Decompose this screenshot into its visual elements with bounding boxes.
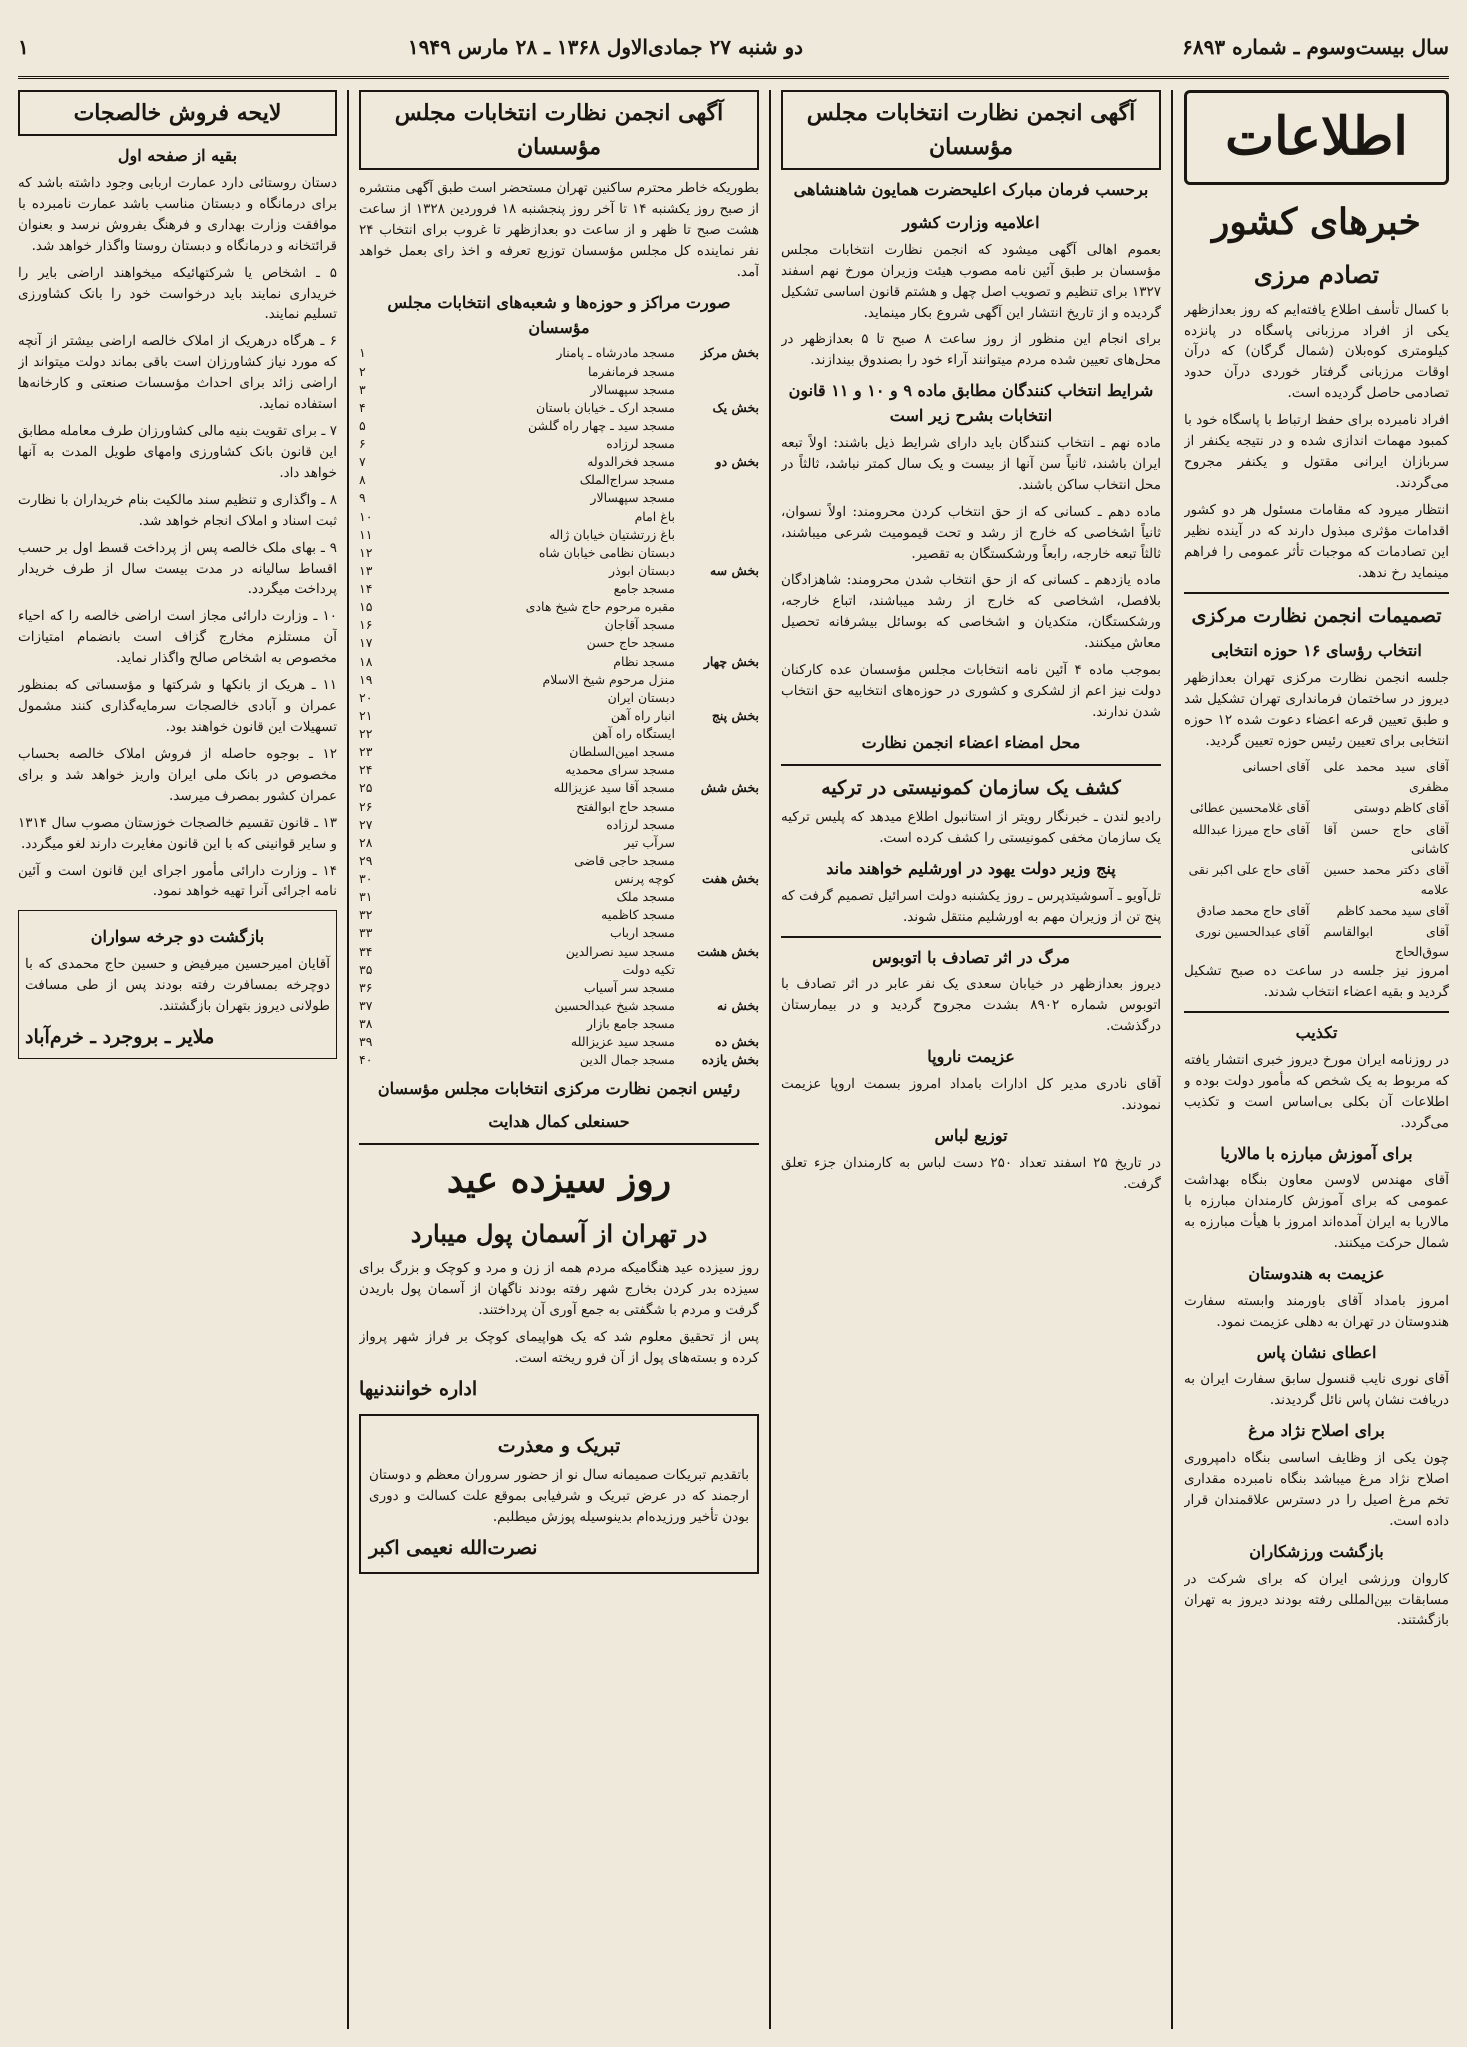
row-district: بخش نه xyxy=(716,997,759,1013)
row-place: کوچه پرنس xyxy=(614,871,675,887)
story-subtitle: انتخاب رؤسای ۱۶ حوزه انتخابی xyxy=(1211,641,1422,660)
story-body: دیروز بعدازظهر در خیابان سعدی یک نفر عابر در اثر تصادف با اتوبوس شماره ۸۹۰۲ بشدت مجروح گردید و در بیمارستان درگذشت. xyxy=(781,976,1161,1035)
story-title: مرگ در اثر تصادف با اتوبوس xyxy=(872,947,1070,967)
article-subtitle: بقیه از صفحه اول xyxy=(117,146,238,166)
row-district xyxy=(681,725,759,743)
table-row xyxy=(359,634,759,652)
article-body: ۸ ـ واگذاری و تنظیم سند مالکیت بنام خریداران با نظارت ثبت اسناد و املاک انجام خواهد شد. xyxy=(18,491,337,529)
feature-subtitle: در تهران از آسمان پول میبارد xyxy=(410,1218,708,1248)
column-polling-list xyxy=(359,90,759,2029)
article-body: ۱۰ ـ وزارت دارائی مجاز است اراضی خالصه را که احیاء آن مستلزم مخارج گزاف است بانضمام امتیازات مخصوص به اشخاص صالح واگذار نماید. xyxy=(18,608,337,667)
story-body: آقای مهندس لاوسن معاون بنگاه بهداشت عمومی که برای آموزش کارمندان مبارزه با مالاریا به ایران آمده‌اند امروز با هیأت مبارزه به شمال حرکت میکنند. xyxy=(1184,1172,1449,1252)
row-place: مسجد لرزاده xyxy=(606,816,675,832)
polling-stations-list xyxy=(359,344,759,1069)
story-body: جلسه انجمن نظارت مرکزی تهران بعدازظهر دیروز در ساختمان فرمانداری تهران تشکیل شد و طبق تعیین قرعه اعضاء دعوت شده ۱۲ حوزه انتخابی برای تعیین رئیس حوزه تعیین گردید. xyxy=(1184,669,1449,749)
row-district xyxy=(681,924,759,942)
list-item: آقای غلامحسین عطائی xyxy=(1189,800,1310,816)
notice-body: ماده دهم ـ کسانی که از حق انتخاب کردن محرومند: اولاً نسوان، ثانیاً اشخاصی که خارج از رشد و تحت قیمومیت شرعی میباشند، ثالثاً تبعه خارجه، رابعاً ورشکستگان به تقصیر. xyxy=(781,503,1161,562)
row-number: ۳۱ xyxy=(359,889,373,905)
row-place: مسجد آقا سید عزیزالله xyxy=(553,780,675,796)
row-place: دبستان نظامی خیابان شاه xyxy=(538,544,675,560)
article-body: ۵ ـ اشخاص یا شرکتهائیکه میخواهند اراضی بایر را خریداری نمایند باید درخواست خود را بانک کشاورزی تسلیم نمایند. xyxy=(18,264,337,323)
story-body: کاروان ورزشی ایران که برای شرکت در مسابقات بین‌المللی رفته بودند دیروز به تهران بازگشتند. xyxy=(1184,1570,1449,1629)
row-place: مسجد سراج‌الملک xyxy=(579,472,675,488)
column-election-notice xyxy=(781,90,1161,2029)
notice-subtitle: برحسب فرمان مبارک اعلیحضرت همایون شاهنشاهی xyxy=(793,180,1149,200)
row-district: بخش دو xyxy=(715,454,759,470)
column-land-sale xyxy=(18,90,337,2029)
row-district xyxy=(681,489,759,507)
list-item: آقای عبدالحسین نوری xyxy=(1195,924,1310,940)
row-district: بخش سه xyxy=(709,562,759,578)
row-district: بخش یازده xyxy=(701,1052,759,1068)
row-number: ۲۰ xyxy=(359,689,373,705)
row-district xyxy=(681,580,759,598)
list-item: آقای ابوالقاسم سوق‌الحاج xyxy=(1323,924,1449,959)
row-number: ۲۳ xyxy=(359,744,373,760)
table-row xyxy=(359,417,759,435)
table-row xyxy=(359,489,759,507)
column-news xyxy=(1184,90,1449,2029)
row-place: مسجد فخرالدوله xyxy=(587,454,675,470)
row-place: دبستان ایران xyxy=(607,689,675,705)
row-number: ۳۵ xyxy=(359,961,373,977)
row-district xyxy=(681,816,759,834)
newspaper-logo: اطلاعات xyxy=(1184,90,1449,185)
row-number: ۱۱ xyxy=(359,526,373,542)
table-row xyxy=(359,580,759,598)
row-place: مسجد لرزاده xyxy=(606,436,675,452)
story-title: اعطای نشان پاس xyxy=(1256,1342,1377,1362)
row-number: ۹ xyxy=(359,490,366,506)
list-item: آقای احسانی xyxy=(1242,759,1310,775)
divider xyxy=(1184,592,1449,594)
row-district xyxy=(681,961,759,979)
list-item: آقای حاج حسن آقا کاشانی xyxy=(1323,821,1449,856)
table-row xyxy=(359,399,759,417)
row-place: مسجد سید نصرالدین xyxy=(565,943,675,959)
table-row xyxy=(359,852,759,870)
row-place: انبار راه آهن xyxy=(610,707,675,723)
table-row xyxy=(359,924,759,942)
table-row xyxy=(359,344,759,362)
table-row xyxy=(359,653,759,671)
table-row xyxy=(359,834,759,852)
row-district xyxy=(681,888,759,906)
table-row xyxy=(359,671,759,689)
table-row xyxy=(359,544,759,562)
table-row xyxy=(359,888,759,906)
table-row xyxy=(359,761,759,779)
story-title: بازگشت ورزشکاران xyxy=(1249,1541,1384,1561)
story-title: برای اصلاح نژاد مرغ xyxy=(1248,1421,1385,1441)
row-district xyxy=(681,417,759,435)
row-district xyxy=(681,508,759,526)
row-district xyxy=(681,743,759,761)
row-number: ۱۸ xyxy=(359,653,373,669)
notice-signature: رئیس انجمن نظارت مرکزی انتخابات مجلس مؤسسان xyxy=(377,1079,741,1099)
row-district xyxy=(681,798,759,816)
table-row xyxy=(359,743,759,761)
row-number: ۱۲ xyxy=(359,544,373,560)
row-number: ۱۵ xyxy=(359,599,373,615)
notice-body: ماده یازدهم ـ کسانی که از حق انتخاب شدن محرومند: شاهزادگان بلافصل، اشخاصی که خارج از رشد میباشند، اتباع خارجه، ورشکستگان، متکدیان و اشخاصی که بوسائل بیشرفانه تحصیل معاش میکنند. xyxy=(781,572,1161,652)
feature-body: روز سیزده عید هنگامیکه مردم همه از زن و مرد و کوچک و بزرگ برای سیزده بدر کردن بخارج شهر رفته بودند ناگهان از آسمان پول باریدن گرفت و مردم با شگفتی به جمع آوری آن پرداختند. xyxy=(359,1259,759,1318)
row-district xyxy=(681,852,759,870)
row-district xyxy=(681,906,759,924)
row-place: مسجد ارک ـ خیابان باستان xyxy=(535,399,675,415)
row-district: بخش یک xyxy=(712,399,759,415)
story-title: تصادم مرزی xyxy=(1253,260,1380,290)
row-place: مسجد حاج ابوالفتح xyxy=(576,798,675,814)
story-title: برای آموزش مبارزه با مالاریا xyxy=(1220,1143,1413,1163)
table-row xyxy=(359,961,759,979)
row-district: بخش شش xyxy=(700,780,759,796)
table-row xyxy=(359,526,759,544)
story-title: عزیمت ناروپا xyxy=(927,1047,1015,1067)
table-row xyxy=(359,689,759,707)
row-district: بخش پنج xyxy=(711,707,759,723)
table-row xyxy=(359,997,759,1015)
row-place: مسجد نظام xyxy=(613,653,675,669)
row-district xyxy=(681,689,759,707)
divider xyxy=(359,1143,759,1145)
list-item: آقای سید محمد علی مظفری xyxy=(1323,759,1449,794)
story-title: توزیع لباس xyxy=(934,1125,1008,1145)
newspaper-page xyxy=(18,18,1449,2029)
row-number: ۲۸ xyxy=(359,834,373,850)
cyclists-return-box xyxy=(18,910,337,1059)
table-row xyxy=(359,707,759,725)
row-number: ۲۲ xyxy=(359,726,373,742)
divider xyxy=(781,936,1161,938)
notice-subtitle: اعلامیه وزارت کشور xyxy=(902,212,1040,232)
table-row xyxy=(359,725,759,743)
article-body: ۷ ـ برای تقویت بنیه مالی کشاورزان طرف معامله مطابق این قانون بانک کشاورزی وامهای طویل المدت به آنها خواهد داد. xyxy=(18,423,337,481)
story-body: رادیو لندن ـ خبرنگار رویتر از استانبول اطلاع میدهد که پلیس ترکیه یک سازمان مخفی کمونیستی را کشف کرده است. xyxy=(781,809,1161,847)
row-number: ۲ xyxy=(359,363,366,379)
story-body: افراد نامبرده برای حفظ ارتباط با پاسگاه خود با کمبود مهمات اندازی شده و در نتیجه یکنفر از سربازان ایرانی مقتول و یکنفر مجروح می‌گردند. xyxy=(1184,412,1449,491)
article-body: ۱۱ ـ هریک از بانکها و شرکتها و مؤسساتی که بمنظور عمران و آبادی خالصجات سرمایه‌گذاری کنند مشمول تسهیلات این قانون خواهند بود. xyxy=(18,677,337,736)
names-list xyxy=(1184,757,1449,961)
row-number: ۳۰ xyxy=(359,871,373,887)
row-place: مسجد سرای محمدیه xyxy=(565,762,675,778)
table-row xyxy=(359,779,759,797)
table-row xyxy=(359,816,759,834)
row-number: ۷ xyxy=(359,454,366,470)
notice-body: باتقدیم تبریکات صمیمانه سال نو از حضور سروران معظم و دوستان ارجمند که در عرض تبریک و شرفیابی بموقع علت کسالت و دوری بودن تأخیر ورزیده‌ام بدینوسیله پوزش میطلبم. xyxy=(369,1467,749,1526)
table-row xyxy=(359,381,759,399)
row-district xyxy=(681,761,759,779)
row-place: مسجد سید عزیزالله xyxy=(570,1034,675,1050)
row-number: ۳۴ xyxy=(359,943,373,959)
table-row xyxy=(359,562,759,580)
row-district xyxy=(681,471,759,489)
story-signature: ملایر ـ بروجرد ـ خرم‌آباد xyxy=(25,1025,215,1048)
row-place: مسجد سر آسیاب xyxy=(583,979,675,995)
row-district xyxy=(681,598,759,616)
row-district xyxy=(681,616,759,634)
story-title: بازگشت دو جرخه سواران xyxy=(90,927,265,947)
congratulation-notice xyxy=(359,1414,759,1574)
row-place: مسجد حاجی قاضی xyxy=(574,852,675,868)
row-number: ۸ xyxy=(359,472,366,488)
row-place: مسجد مادرشاه ـ پامنار xyxy=(556,345,675,361)
story-body: با کسال تأسف اطلاع یافته‌ایم که روز بعدازظهر یکی از افراد مرزبانی پاسگاه در پانزده کیلومتری کوه‌بلان (شمال گرگان) که درآن اوقات مرزبانی گرفتار خوردی درآن حدود تصادمی حاصل گردیده است. xyxy=(1184,301,1449,402)
row-number: ۲۷ xyxy=(359,816,373,832)
row-place: مقبره مرحوم حاج شیخ هادی xyxy=(525,599,675,615)
story-title: عزیمت به هندوستان xyxy=(1248,1264,1385,1284)
row-number: ۶ xyxy=(359,436,366,452)
row-place: دبستان ابوذر xyxy=(609,562,675,578)
issue-number: سال بیست‌وسوم ـ شماره ۶۸۹۳ xyxy=(1182,35,1449,59)
row-place: منزل مرحوم شیخ الاسلام xyxy=(542,671,675,687)
row-place: مسجد ملک xyxy=(616,889,675,905)
article-body: دستان روستائی دارد عمارت اربابی وجود داشته باشد که برای درمانگاه و دبستان مناسب باشد عمارت نامبرده با موافقت وزارت بهداری و فرهنگ بفروش نرسد و بعنوان قرائتخانه و درمانگاه و دبستان روستا واگذار خواهد شد. xyxy=(18,174,337,254)
row-number: ۲۶ xyxy=(359,798,373,814)
row-district xyxy=(681,671,759,689)
row-number: ۲۱ xyxy=(359,707,373,723)
story-body: تل‌آویو ـ آسوشیتدپرس ـ روز یکشنبه دولت اسرائیل تصمیم گرفت که پنج تن از وزیران مهم به اورشلیم منتقل شوند. xyxy=(781,887,1161,925)
row-district xyxy=(681,381,759,399)
article-body: ۹ ـ بهای ملک خالصه پس از پرداخت قسط اول بر حسب اقساط سالیانه در مدت بیست سال از طرف خریدار پرداخت میگردد. xyxy=(18,539,337,598)
story-body: امروز بامداد آقای باورمند وابسته سفارت هندوستان در تهران به دهلی عزیمت نمود. xyxy=(1184,1292,1449,1330)
table-row xyxy=(359,943,759,961)
article-body: ۱۳ ـ قانون تقسیم خالصجات خوزستان مصوب سال ۱۳۱۴ و سایر قوانینی که با این قانون مغایرت دارند لغو میگردد. xyxy=(18,814,337,852)
list-item: آقای حاج علی اکبر نقی xyxy=(1188,862,1310,878)
notice-body: بطوریکه خاطر محترم ساکنین تهران مستحضر است طبق آگهی منتشره از صبح روز یکشنبه ۱۴ تا آخر روز پنجشنبه ۱۸ فروردین ۱۳۲۸ از ساعت هشت صبح تا ظهر و از ساعت دو بعدازظهر تا غروب برای انتخاب ۲۴ نفر نماینده کل مجلس مؤسسان توزیع تعرفه و اخذ رای بعمل خواهد آمد. xyxy=(359,180,759,280)
notice-title: تبریک و معذرت xyxy=(497,1435,621,1458)
row-place: باغ زرتشتیان خیابان ژاله xyxy=(549,526,675,542)
row-place: مسجد سپهسالار xyxy=(590,381,675,397)
table-row xyxy=(359,508,759,526)
table-row xyxy=(359,1033,759,1051)
row-number: ۲۹ xyxy=(359,852,373,868)
story-body: آقای نادری مدیر کل ادارات بامداد امروز بسمت اروپا عزیمت نمودند. xyxy=(781,1075,1161,1113)
notice-body: بعموم اهالی آگهی میشود که انجمن نظارت انتخابات مجلس مؤسسان بر طبق آئین نامه مصوب هیئت وزیران مورخ نهم اسفند ۱۳۲۷ برای تنظیم و تصویب اصل چهل و هشتم قانون اساسی تشکیل گردیده و از تاریخ انتشار این آگهی شروع بکار مینماید. xyxy=(781,241,1161,321)
row-place: ایستگاه راه آهن xyxy=(592,726,675,742)
row-district: بخش مرکز xyxy=(700,345,759,361)
story-title: کشف یک سازمان کمونیستی در ترکیه xyxy=(821,776,1121,799)
row-district xyxy=(681,526,759,544)
row-place: مسجد جامع بازار xyxy=(586,1016,675,1032)
notice-body: برای انجام این منظور از روز ساعت ۸ صبح تا ۵ بعدازظهر در محل‌های تعیین شده مردم میتوانند آراء خود را بصندوق بیندازند. xyxy=(781,331,1161,369)
list-item: آقای حاج محمد صادق xyxy=(1196,903,1310,919)
row-number: ۳۳ xyxy=(359,925,373,941)
table-row xyxy=(359,453,759,471)
story-body: آقایان امیرحسین میرفیض و حسین حاج محمدی که با دوچرخه بمسافرت رفته بودند پس از طی مسافت طولانی دیروز بتهران بازگشتند. xyxy=(25,956,330,1015)
section-headline: خبرهای کشور xyxy=(1212,200,1421,243)
story-body: چون یکی از وظایف اساسی بنگاه دامپروری اصلاح نژاد مرغ میباشد بنگاه نامبرده مقداری تخم مرغ اصیل را در دسترس علاقمندان قرار داده است. xyxy=(1184,1450,1449,1529)
row-district: بخش هشت xyxy=(697,943,759,959)
notice-subtitle: شرایط انتخاب کنندگان مطابق ماده ۹ و ۱۰ و ۱۱ قانون انتخابات بشرح زیر است xyxy=(788,381,1154,426)
column-divider xyxy=(769,90,771,2029)
row-place: مسجد فرمانفرما xyxy=(587,363,675,379)
column-divider xyxy=(1171,90,1173,2029)
row-place: مسجد ارباب xyxy=(609,925,675,941)
issue-date: دو شنبه ۲۷ جمادی‌الاول ۱۳۶۸ ـ ۲۸ مارس ۱۹۴۹ xyxy=(407,35,804,59)
table-row xyxy=(359,870,759,888)
notice-subtitle: صورت مراکز و حوزه‌ها و شعبه‌های انتخابات مجلس مؤسسان xyxy=(387,292,731,337)
row-number: ۳۶ xyxy=(359,979,373,995)
row-number: ۵ xyxy=(359,417,366,433)
row-number: ۱۴ xyxy=(359,581,373,597)
notice-title: آگهی انجمن نظارت انتخابات مجلس مؤسسان xyxy=(359,90,759,170)
table-row xyxy=(359,471,759,489)
row-district: بخش چهار xyxy=(703,653,759,669)
row-number: ۱۹ xyxy=(359,671,373,687)
row-number: ۱ xyxy=(359,345,366,361)
row-place: مسجد حاج حسن xyxy=(586,635,675,651)
row-district: بخش ده xyxy=(715,1034,759,1050)
row-place: مسجد شیخ عبدالحسین xyxy=(554,997,675,1013)
story-body: در روزنامه ایران مورخ دیروز خبری انتشار یافته که مربوط به یک شخص که مأمور دولت بوده و اطلاعات آن بکلی بی‌اساس است و تکذیب می‌گردد. xyxy=(1184,1051,1449,1131)
list-item: آقای سید محمد کاظم xyxy=(1336,903,1449,919)
notice-body: ماده نهم ـ انتخاب کنندگان باید دارای شرایط ذیل باشند: اولاً تبعه ایران باشند، ثانیاً سن آنها از بیست و یک سال کمتر نباشد، ثالثاً در محل انتخاب ساکن باشند. xyxy=(781,434,1161,493)
feature-body: پس از تحقیق معلوم شد که یک هواپیمای کوچک بر فراز شهر پرواز کرده و بسته‌های پول از آن فرو ریخته است. xyxy=(359,1328,759,1366)
story-title: تکذیب xyxy=(1295,1023,1338,1043)
row-number: ۲۴ xyxy=(359,762,373,778)
row-number: ۲۵ xyxy=(359,780,373,796)
story-body: امروز نیز جلسه در ساعت ده صبح تشکیل گردید و بقیه اعضاء انتخاب شدند. xyxy=(1184,963,1449,1001)
row-number: ۳۸ xyxy=(359,1016,373,1032)
feature-signature: اداره خوانندنیها xyxy=(359,1377,478,1400)
table-row xyxy=(359,906,759,924)
notice-body: بموجب ماده ۴ آئین نامه انتخابات مجلس مؤسسان عده کارکنان دولت نیز اعم از لشکری و کشوری در حوزه‌های انتخابیه حق انتخاب شدن ندارند. xyxy=(781,662,1161,720)
table-row xyxy=(359,363,759,381)
story-title: تصمیمات انجمن نظارت مرکزی xyxy=(1191,604,1442,627)
article-body: ۱۲ ـ بوجوه حاصله از فروش املاک خالصه بحساب مخصوص در بانک ملی ایران واریز خواهد شد و برای عمران کشور بمصرف میرسد. xyxy=(18,745,337,804)
story-body: آقای نوری نایب قنسول سابق سفارت ایران به دریافت نشان پاس نائل گردیدند. xyxy=(1184,1371,1449,1409)
row-place: مسجد کاظمیه xyxy=(601,907,675,923)
list-item: آقای دکتر محمد حسین علامه xyxy=(1323,862,1449,897)
story-body: انتظار میرود که مقامات مسئول هر دو کشور اقدامات مؤثری مبذول دارند که در آینده نظیر این تصادمات که موجبات تأثر عمومی را فراهم مینماید رخ ندهد. xyxy=(1184,501,1449,581)
article-body: ۶ ـ هرگاه درهریک از املاک خالصه اراضی بیشتر از آنچه که مورد نیاز کشاورزان است باقی بماند دولت میتواند از اراضی زائد برای احداث مؤسسات صنعتی و کارخانه‌ها استفاده نماید. xyxy=(18,333,337,413)
notice-signature: نصرت‌الله نعیمی اکبر xyxy=(369,1537,538,1560)
row-number: ۳ xyxy=(359,381,366,397)
table-row xyxy=(359,1015,759,1033)
row-district xyxy=(681,544,759,562)
row-number: ۱۳ xyxy=(359,562,373,578)
row-district xyxy=(681,634,759,652)
list-item: آقای کاظم دوستی xyxy=(1353,800,1449,816)
table-row xyxy=(359,798,759,816)
row-district xyxy=(681,834,759,852)
row-place: مسجد امین‌السلطان xyxy=(569,744,675,760)
column-divider xyxy=(347,90,349,2029)
story-body: در تاریخ ۲۵ اسفند تعداد ۲۵۰ دست لباس به کارمندان جزء تعلق گرفت. xyxy=(781,1154,1161,1192)
row-number: ۳۹ xyxy=(359,1034,373,1050)
row-place: مسجد آقاجان xyxy=(604,617,675,633)
table-row xyxy=(359,616,759,634)
row-district xyxy=(681,1015,759,1033)
divider xyxy=(1184,1011,1449,1013)
masthead xyxy=(18,18,1449,79)
divider xyxy=(781,764,1161,766)
row-number: ۱۶ xyxy=(359,617,373,633)
row-number: ۴۰ xyxy=(359,1052,373,1068)
row-district xyxy=(681,363,759,381)
row-number: ۴ xyxy=(359,399,366,415)
page-number: ۱ xyxy=(18,35,29,59)
list-item: آقای حاج میرزا عبدالله xyxy=(1192,821,1310,837)
row-place: مسجد جامع xyxy=(613,581,675,597)
row-place: مسجد سید ـ چهار راه گلشن xyxy=(528,417,675,433)
table-row xyxy=(359,435,759,453)
row-number: ۱۷ xyxy=(359,635,373,651)
article-title: لایحه فروش خالصجات xyxy=(18,90,337,136)
row-place: مسجد جمال الدین xyxy=(579,1052,675,1068)
table-row xyxy=(359,598,759,616)
notice-signature: محل امضاء اعضاء انجمن نظارت xyxy=(861,732,1081,752)
table-row xyxy=(359,979,759,997)
row-place: مسجد سپهسالار xyxy=(590,490,675,506)
row-number: ۳۲ xyxy=(359,907,373,923)
row-district: بخش هفت xyxy=(701,871,759,887)
row-number: ۳۷ xyxy=(359,997,373,1013)
row-place: باغ امام xyxy=(634,508,675,524)
row-place: سرآب تیر xyxy=(624,834,675,850)
row-place: تکیه دولت xyxy=(622,961,675,977)
row-district xyxy=(681,435,759,453)
story-title: پنج وزیر دولت یهود در اورشلیم خواهند ماند xyxy=(826,858,1116,878)
notice-title: آگهی انجمن نظارت انتخابات مجلس مؤسسان xyxy=(781,90,1161,170)
row-district xyxy=(681,979,759,997)
article-body: ۱۴ ـ وزارت دارائی مأمور اجرای این قانون است و آئین نامه اجرائی آنرا تهیه خواهد نمود. xyxy=(18,862,337,900)
feature-title: روز سیزده عید xyxy=(446,1158,672,1201)
row-number: ۱۰ xyxy=(359,508,373,524)
table-row xyxy=(359,1051,759,1069)
notice-signature-name: حسنعلی کمال هدایت xyxy=(488,1112,630,1132)
